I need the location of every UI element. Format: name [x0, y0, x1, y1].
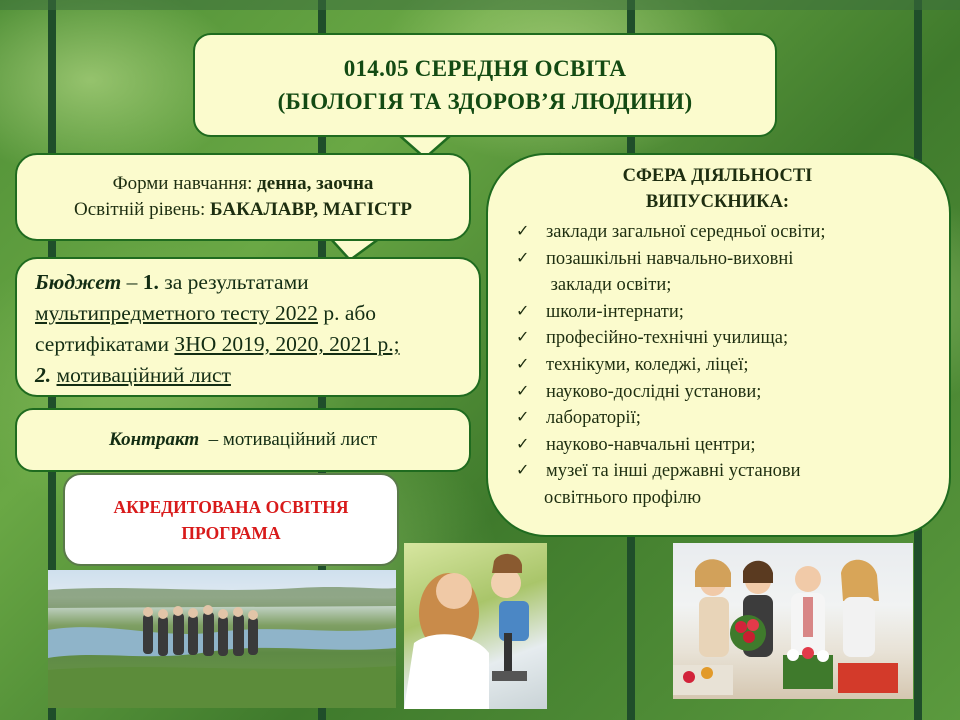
budget-num2: 2. [35, 363, 52, 387]
contract-text: – мотиваційний лист [199, 429, 378, 450]
accreditation-line2: ПРОГРАМА [181, 522, 281, 543]
budget-admission-box [15, 257, 481, 397]
checkmark-icon: ✓ [516, 223, 530, 240]
list-item [516, 432, 949, 459]
list-item-text: технікуми, коледжі, ліцеї; [546, 354, 749, 375]
education-level-value: БАКАЛАВР, МАГІСТР [210, 199, 412, 220]
program-title-line2: (БІОЛОГІЯ ТА ЗДОРОВ’Я ЛЮДИНИ) [277, 89, 693, 114]
budget-line3 [35, 329, 479, 360]
list-item-text: заклади загальної середньої освіти; [546, 222, 826, 242]
list-item [516, 299, 949, 326]
budget-label: Бюджет [35, 270, 122, 294]
list-item-text: освітнього профілю [544, 487, 702, 508]
microscope-lesson-photo [404, 543, 547, 709]
study-forms-value: денна, заочна [257, 173, 374, 194]
accreditation-badge [63, 473, 399, 566]
checkmark-icon: ✓ [516, 462, 530, 480]
list-item [516, 458, 949, 485]
checkmark-icon: ✓ [516, 302, 530, 320]
study-forms-box [15, 153, 471, 241]
list-item-text: науково-дослідні установи; [546, 381, 762, 402]
study-forms-label: Форми навчання: [112, 173, 258, 194]
list-item [516, 325, 949, 352]
education-level-label: Освітній рівень: [74, 199, 211, 220]
bg-frame-band [0, 0, 960, 10]
list-item-text: музеї та інші державні установи [546, 461, 801, 482]
flower-photo-art [673, 543, 913, 699]
multisubject-test-link[interactable]: мультипредметного тесту 2022 [35, 301, 318, 325]
budget-num1: 1. [142, 270, 159, 294]
field-trip-group-photo [48, 570, 396, 708]
field-trip-photo-art [48, 570, 396, 708]
list-item [516, 405, 949, 432]
accreditation-line1: АКРЕДИТОВАНА ОСВІТНЯ [113, 496, 349, 517]
list-item-continuation [516, 272, 949, 299]
checkmark-icon: ✓ [516, 355, 530, 373]
list-item-text: науково-навчальні центри; [546, 434, 756, 455]
budget-dash: – [121, 270, 143, 294]
list-item [516, 219, 949, 246]
budget-line4 [35, 360, 479, 391]
education-level-line [74, 197, 412, 223]
checkmark-icon: ✓ [516, 409, 530, 427]
budget-line1 [35, 267, 479, 298]
list-item-text: лабораторії; [546, 408, 641, 429]
program-title-line1: 014.05 СЕРЕДНЯ ОСВІТА [343, 56, 627, 81]
zno-link[interactable]: ЗНО 2019, 2020, 2021 р.; [174, 332, 400, 356]
microscope-photo-art [404, 543, 547, 709]
sphere-heading [506, 163, 929, 215]
budget-text2: р. або [317, 301, 377, 325]
list-item [516, 352, 949, 379]
list-item-text: позашкільні навчально-виховні [546, 248, 794, 269]
contract-label: Контракт [108, 429, 200, 450]
budget-line2 [35, 298, 479, 329]
list-item [516, 379, 949, 406]
graduate-sphere-box [486, 153, 951, 537]
checkmark-icon: ✓ [516, 329, 530, 347]
list-item-text: заклади освіти; [546, 275, 672, 296]
flower-exhibition-photo [673, 543, 913, 699]
budget-text1: за результатами [158, 270, 309, 294]
study-forms-line [113, 171, 374, 197]
list-item-continuation [516, 485, 949, 512]
sphere-heading-line1: СФЕРА ДІЯЛЬНОСТІ [622, 166, 813, 186]
checkmark-icon: ✓ [516, 435, 530, 453]
list-item [516, 246, 949, 273]
list-item-text: школи-інтернати; [546, 301, 684, 322]
checkmark-icon: ✓ [516, 382, 530, 400]
sphere-heading-line2: ВИПУСКНИКА: [645, 192, 790, 212]
contract-box [15, 408, 471, 472]
budget-text3: сертифікатами [35, 332, 175, 356]
motivation-letter-link[interactable]: мотиваційний лист [56, 363, 231, 387]
list-item-text: професійно-технічні училища; [546, 328, 789, 349]
sphere-list [516, 219, 949, 512]
program-title-box [193, 33, 777, 137]
checkmark-icon: ✓ [516, 249, 530, 267]
